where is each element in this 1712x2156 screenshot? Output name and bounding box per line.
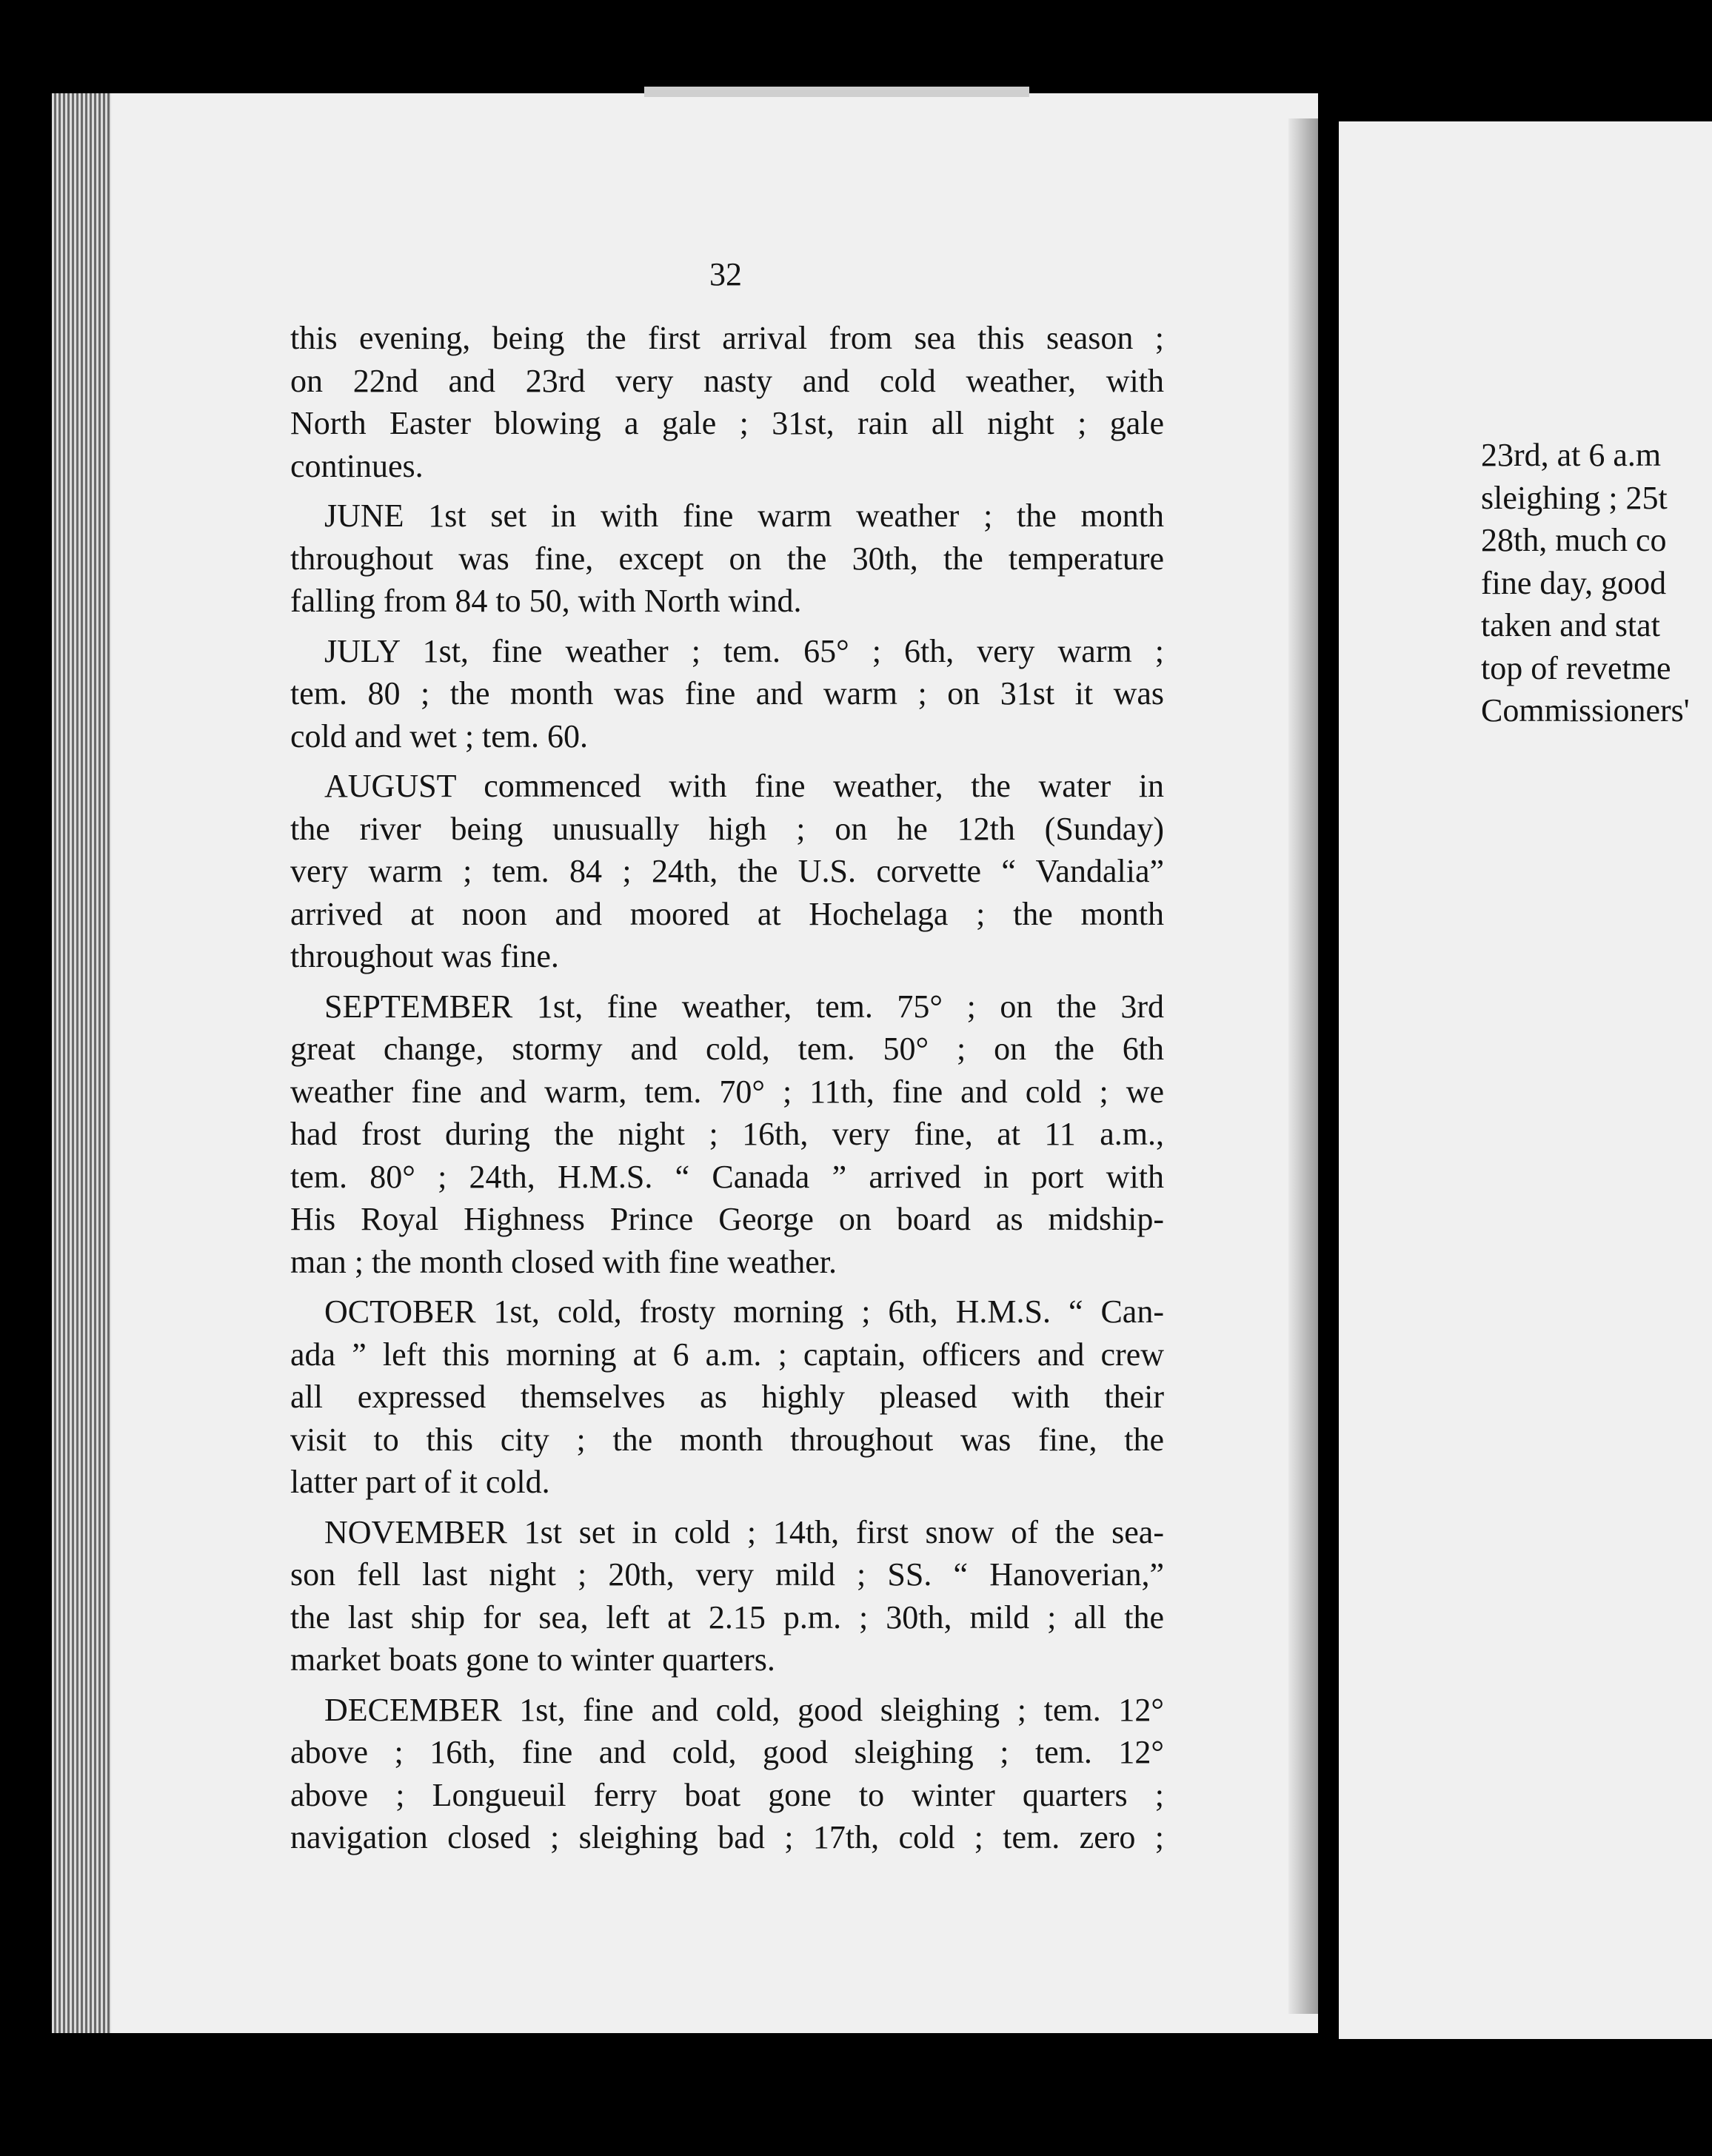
text-line: His Royal Highness Prince George on board as midship- (290, 1201, 1164, 1237)
text-line: taken and stat (1481, 607, 1660, 643)
text-line: sleighing ; 25t (1481, 479, 1668, 516)
text-line: cold and wet ; tem. 60. (290, 717, 589, 754)
text-line: top of revetme (1481, 649, 1671, 686)
paragraph-november: NOVEMBER 1st set in cold ; 14th, first snow of the sea- (324, 1513, 1164, 1550)
text-line: navigation closed ; sleighing bad ; 17th, cold ; tem. zero ; (290, 1819, 1164, 1855)
text-line: tem. 80° ; 24th, H.M.S. “ Canada ” arrived in port with (290, 1158, 1164, 1195)
text-line: on 22nd and 23rd very nasty and cold weather, with (290, 362, 1164, 399)
text-line: had frost during the night ; 16th, very fine, at 11 a.m., (290, 1116, 1164, 1152)
text-line: market boats gone to winter quarters. (290, 1641, 775, 1678)
text-line: this evening, being the first arrival from sea this season ; (290, 320, 1164, 356)
paragraph-july: JULY 1st, fine weather ; tem. 65° ; 6th, very warm ; (324, 632, 1164, 669)
paragraph-december: DECEMBER 1st, fine and cold, good sleighing ; tem. 12° (324, 1691, 1164, 1728)
text-line: son fell last night ; 20th, very mild ; SS. “ Hanoverian,” (290, 1556, 1164, 1593)
text-line: the river being unusually high ; on he 12th (Sunday) (290, 810, 1164, 847)
right-page-text (1481, 434, 1690, 732)
text-line: above ; 16th, fine and cold, good sleighing ; tem. 12° (290, 1734, 1164, 1770)
text-line: continues. (290, 447, 424, 484)
left-page-text (290, 317, 1164, 1859)
paragraph-august: AUGUST commenced with fine weather, the water in (324, 768, 1164, 804)
paragraph-october: OCTOBER 1st, cold, frosty morning ; 6th, H.M.S. “ Can- (324, 1293, 1164, 1330)
text-line: 23rd, at 6 a.m (1481, 437, 1662, 473)
text-line: ada ” left this morning at 6 a.m. ; captain, officers and crew (290, 1336, 1164, 1373)
text-line: man ; the month closed with fine weather. (290, 1243, 837, 1280)
text-line: latter part of it cold. (290, 1464, 550, 1500)
text-line: 28th, much co (1481, 522, 1667, 558)
text-line: Commissioners' (1481, 692, 1690, 729)
text-line: above ; Longueuil ferry boat gone to winter quarters ; (290, 1776, 1164, 1813)
text-line: falling from 84 to 50, with North wind. (290, 583, 802, 619)
text-line: great change, stormy and cold, tem. 50° ; on the 6th (290, 1031, 1164, 1067)
paragraph-june: JUNE 1st set in with fine warm weather ; the month (324, 498, 1164, 534)
text-line: arrived at noon and moored at Hochelaga ; the month (290, 895, 1164, 932)
book-gutter (1288, 118, 1318, 2014)
page-edges (52, 93, 111, 2033)
text-line: throughout was fine. (290, 938, 559, 974)
top-edge-strip (644, 87, 1029, 97)
text-line: tem. 80 ; the month was fine and warm ; on 31st it was (290, 675, 1164, 712)
text-line: fine day, good (1481, 564, 1667, 601)
text-line: North Easter blowing a gale ; 31st, rain all night ; gale (290, 405, 1164, 441)
right-page (1339, 121, 1712, 2039)
text-line: the last ship for sea, left at 2.15 p.m. ; 30th, mild ; all the (290, 1598, 1164, 1636)
text-line: visit to this city ; the month throughout was fine, the (290, 1421, 1164, 1458)
page-number: 32 (709, 256, 742, 292)
text-line: very warm ; tem. 84 ; 24th, the U.S. corvette “ Vandalia” (290, 853, 1164, 889)
text-line: throughout was fine, except on the 30th, the temperature (290, 540, 1164, 577)
text-line: weather fine and warm, tem. 70° ; 11th, fine and cold ; we (290, 1073, 1164, 1110)
paragraph-september: SEPTEMBER 1st, fine weather, tem. 75° ; on the 3rd (324, 988, 1164, 1025)
text-line: all expressed themselves as highly pleased with their (290, 1379, 1164, 1415)
